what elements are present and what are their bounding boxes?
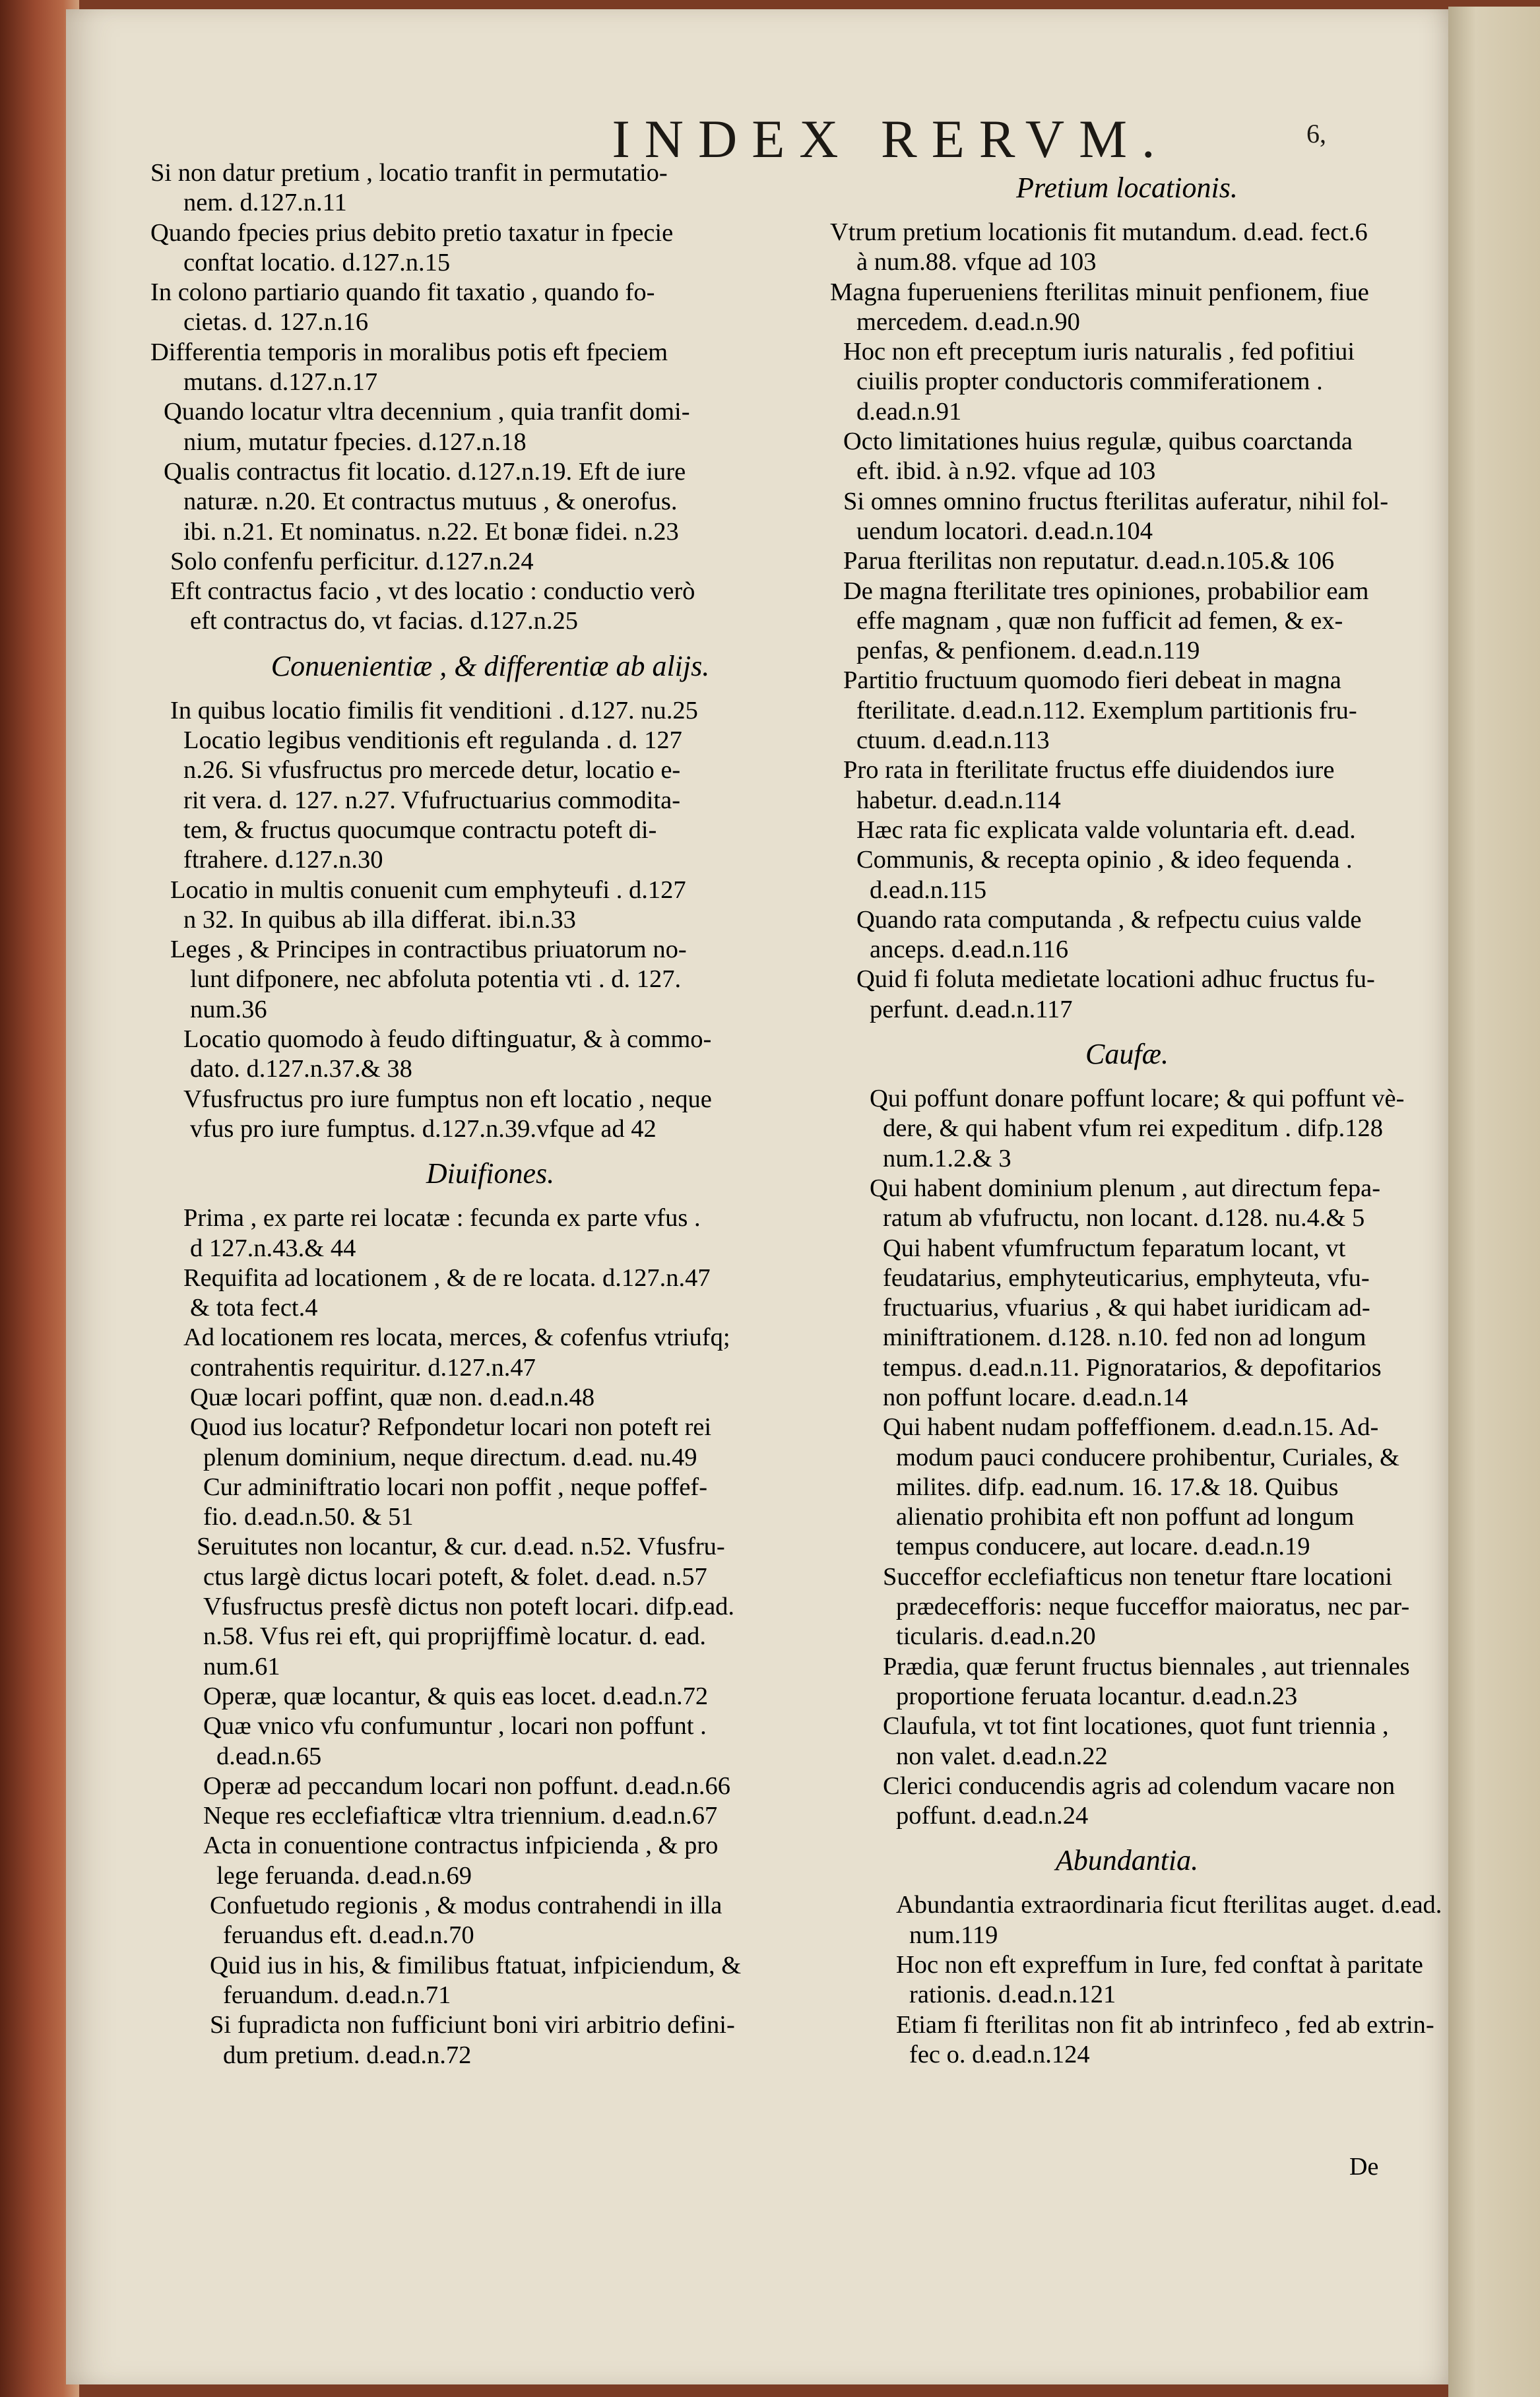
index-entry-line: Qui habent nudam poffeffionem. d.ead.n.15. Ad- xyxy=(883,1413,1379,1442)
index-entry-line: Magna fuperueniens fterilitas minuit penfionem, fiue xyxy=(830,278,1369,306)
index-entry-line: Confuetudo regionis , & modus contrahendi in illa xyxy=(210,1892,722,1920)
index-entry-line: Pro rata in fterilitate fructus effe diuidendos iure xyxy=(843,756,1335,784)
index-entry-line: uendum locatori. d.ead.n.104 xyxy=(856,517,1153,545)
index-entry-line: Eft contractus facio , vt des locatio : conductio verò xyxy=(170,577,695,606)
index-entry-line: vfus pro iure fumptus. d.127.n.39.vfque ad 42 xyxy=(190,1114,657,1143)
index-entry-line: ftrahere. d.127.n.30 xyxy=(183,846,383,874)
index-entry-line: & tota fect.4 xyxy=(190,1294,318,1322)
index-entry-line: Vtrum pretium locationis fit mutandum. d.ead. fect.6 xyxy=(830,218,1368,246)
index-entry-line: ratum ab vfufructu, non locant. d.128. nu.4.& 5 xyxy=(883,1204,1365,1232)
index-entry-line: rit vera. d. 127. n.27. Vfufructuarius commodita- xyxy=(183,786,681,814)
index-entry-line: nem. d.127.n.11 xyxy=(183,189,347,217)
section-heading: Abundantia. xyxy=(1055,1844,1199,1877)
index-entry-line: Ad locationem res locata, merces, & cofenfus vtriufq; xyxy=(183,1324,730,1352)
index-entry-line: In colono partiario quando fit taxatio , quando fo- xyxy=(150,278,655,307)
index-entry-line: fterilitate. d.ead.n.112. Exemplum partitionis fru- xyxy=(856,696,1357,724)
index-entry-line: conftat locatio. d.127.n.15 xyxy=(183,248,451,276)
index-entry-line: cietas. d. 127.n.16 xyxy=(183,308,369,336)
index-entry-line: In quibus locatio fimilis fit venditioni . d.127. nu.25 xyxy=(170,696,698,724)
index-entry-line: poffunt. d.ead.n.24 xyxy=(896,1802,1089,1830)
index-entry-line: Requifita ad locationem , & de re locata. d.127.n.47 xyxy=(183,1263,711,1292)
index-entry-line: Vfusfructus pro iure fumptus non eft locatio , neque xyxy=(183,1085,712,1113)
index-entry-line: Abundantia extraordinaria ficut fterilitas auget. d.ead. xyxy=(896,1891,1442,1919)
running-header: INDEX RERVM. xyxy=(612,109,1170,169)
index-entry-line: Octo limitationes huius regulæ, quibus coarctanda xyxy=(843,428,1353,456)
index-entry-line: ticularis. d.ead.n.20 xyxy=(896,1622,1096,1651)
index-entry-line: Quando rata computanda , & refpectu cuius valde xyxy=(856,905,1362,934)
index-entry-line: nium, mutatur fpecies. d.127.n.18 xyxy=(183,428,527,456)
index-entry-line: d.ead.n.115 xyxy=(870,876,987,904)
index-entry-line: alienatio prohibita eft non poffunt ad longum xyxy=(896,1503,1355,1531)
index-entry-line: num.1.2.& 3 xyxy=(883,1144,1011,1172)
section-heading: Diuifiones. xyxy=(426,1157,555,1190)
index-entry-line: tempus. d.ead.n.11. Pignoratarios, & depofitarios xyxy=(883,1353,1382,1382)
index-entry-line: prædecefforis: neque fucceffor maioratus, nec par- xyxy=(896,1593,1410,1621)
index-entry-line: Quando fpecies prius debito pretio taxatur in fpecie xyxy=(150,218,674,247)
index-entry-line: habetur. d.ead.n.114 xyxy=(856,786,1061,814)
index-entry-line: Seruitutes non locantur, & cur. d.ead. n.52. Vfusfru- xyxy=(197,1533,725,1561)
index-entry-line: non poffunt locare. d.ead.n.14 xyxy=(883,1383,1188,1411)
index-entry-line: Cur adminiftratio locari non poffit , neque poffef- xyxy=(203,1473,708,1501)
index-entry-line: Quod ius locatur? Refpondetur locari non poteft rei xyxy=(190,1413,712,1442)
index-entry-line: dato. d.127.n.37.& 38 xyxy=(190,1055,412,1083)
index-entry-line: Etiam fi fterilitas non fit ab intrinfeco , fed ab extrin- xyxy=(896,2010,1434,2039)
index-entry-line: dere, & qui habent vfum rei expeditum . difp.128 xyxy=(883,1114,1384,1143)
index-entry-line: milites. difp. ead.num. 16. 17.& 18. Quibus xyxy=(896,1473,1339,1501)
index-entry-line: Clerici conducendis agris ad colendum vacare non xyxy=(883,1772,1396,1800)
index-entry-line: Qui habent vfumfructum feparatum locant, vt xyxy=(883,1234,1346,1262)
index-entry-line: Locatio quomodo à feudo diftinguatur, & à commo- xyxy=(183,1025,712,1054)
index-entry-line: non valet. d.ead.n.22 xyxy=(896,1742,1108,1770)
index-entry-line: eft contractus do, vt facias. d.127.n.25 xyxy=(190,607,579,635)
index-entry-line: Acta in conuentione contractus infpicienda , & pro xyxy=(203,1832,719,1860)
index-entry-line: rationis. d.ead.n.121 xyxy=(909,1981,1116,2009)
index-entry-line: Qui habent dominium plenum , aut directum fepa- xyxy=(870,1174,1381,1202)
index-entry-line: Prædia, quæ ferunt fructus biennales , aut triennales xyxy=(883,1652,1410,1680)
index-entry-line: Operæ ad peccandum locari non poffunt. d.ead.n.66 xyxy=(203,1772,730,1800)
index-entry-line: ctus largè dictus locari poteft, & folet. d.ead. n.57 xyxy=(203,1562,707,1591)
index-entry-line: Neque res ecclefiafticæ vltra triennium. d.ead.n.67 xyxy=(203,1802,718,1830)
index-entry-line: effe magnam , quæ non fufficit ad femen, & ex- xyxy=(856,606,1343,635)
index-entry-line: tempus conducere, aut locare. d.ead.n.19 xyxy=(896,1533,1310,1561)
index-entry-line: feruandum. d.ead.n.71 xyxy=(223,1981,451,2009)
index-entry-line: mercedem. d.ead.n.90 xyxy=(856,307,1080,336)
next-page-edge xyxy=(1448,7,1540,2397)
index-entry-line: tem, & fructus quocumque contractu poteft di- xyxy=(183,815,657,844)
index-entry-line: Quid ius in his, & fimilibus ftatuat, infpiciendum, & xyxy=(210,1951,742,1979)
index-entry-line: n 32. In quibus ab illa differat. ibi.n.33 xyxy=(183,905,576,934)
section-heading: Caufæ. xyxy=(1085,1038,1169,1071)
index-entry-line: Qualis contractus fit locatio. d.127.n.19. Eft de iure xyxy=(164,457,686,486)
index-entry-line: ciuilis propter conductoris commiferationem . xyxy=(856,368,1323,396)
index-entry-line: Vfusfructus presfè dictus non poteft locari. difp.ead. xyxy=(203,1593,735,1621)
index-entry-line: num.61 xyxy=(203,1652,280,1680)
index-entry-line: Partitio fructuum quomodo fieri debeat in magna xyxy=(843,666,1341,695)
index-entry-line: n.58. Vfus rei eft, qui proprijffimè locatur. d. ead. xyxy=(203,1622,706,1651)
index-entry-line: feruandus eft. d.ead.n.70 xyxy=(223,1921,474,1950)
index-entry-line: lege feruanda. d.ead.n.69 xyxy=(216,1861,472,1890)
index-entry-line: Quando locatur vltra decennium , quia tranfit domi- xyxy=(164,398,690,426)
index-entry-line: ctuum. d.ead.n.113 xyxy=(856,726,1050,755)
section-heading: Pretium locationis. xyxy=(1016,172,1238,204)
index-entry-line: naturæ. n.20. Et contractus mutuus , & onerofus. xyxy=(183,488,678,516)
index-entry-line: plenum dominium, neque directum. d.ead. nu.49 xyxy=(203,1443,697,1471)
index-entry-line: fec o. d.ead.n.124 xyxy=(909,2040,1090,2068)
index-entry-line: Si omnes omnino fructus fterilitas auferatur, nihil fol- xyxy=(843,487,1389,515)
index-entry-line: Si non datur pretium , locatio tranfit in permutatio- xyxy=(150,159,668,187)
section-heading: Conuenientiæ , & differentiæ ab alijs. xyxy=(271,649,710,682)
index-entry-line: ibi. n.21. Et nominatus. n.22. Et bonæ fidei. n.23 xyxy=(183,517,679,546)
index-entry-line: eft. ibid. à n.92. vfque ad 103 xyxy=(856,457,1156,486)
index-entry-line: fio. d.ead.n.50. & 51 xyxy=(203,1503,414,1531)
index-entry-line: Quid fi foluta medietate locationi adhuc fructus fu- xyxy=(856,965,1375,994)
index-entry-line: perfunt. d.ead.n.117 xyxy=(870,995,1073,1023)
index-entry-line: n.26. Si vfusfructus pro mercede detur, locatio e- xyxy=(183,756,681,784)
index-entry-line: d.ead.n.65 xyxy=(216,1742,322,1770)
index-entry-line: Succeffor ecclefiafticus non tenetur ftare locationi xyxy=(883,1562,1393,1591)
index-entry-line: De magna fterilitate tres opiniones, probabilior eam xyxy=(843,577,1369,605)
index-entry-line: Parua fterilitas non reputatur. d.ead.n.105.& 106 xyxy=(843,547,1335,575)
index-entry-line: fructuarius, vfuarius , & qui habet iuridicam ad- xyxy=(883,1294,1370,1322)
index-entry-line: Communis, & recepta opinio , & ideo fequenda . xyxy=(856,846,1353,874)
index-entry-line: num.119 xyxy=(909,1921,998,1949)
index-entry-line: Si fupradicta non fufficiunt boni viri arbitrio defini- xyxy=(210,2011,735,2039)
index-entry-line: à num.88. vfque ad 103 xyxy=(856,248,1097,276)
index-entry-line: Qui poffunt donare poffunt locare; & qui poffunt vè- xyxy=(870,1085,1405,1113)
index-entry-line: lunt difponere, nec abfoluta potentia vti . d. 127. xyxy=(190,965,682,994)
index-entry-line: Quæ vnico vfu confumuntur , locari non poffunt . xyxy=(203,1712,707,1741)
index-entry-line: d 127.n.43.& 44 xyxy=(190,1234,356,1262)
index-entry-line: Hoc non eft expreffum in Iure, fed conftat à paritate xyxy=(896,1951,1423,1979)
index-entry-line: dum pretium. d.ead.n.72 xyxy=(223,2041,472,2069)
index-entry-line: Hoc non eft preceptum iuris naturalis , fed pofitiui xyxy=(843,338,1355,366)
index-entry-line: Operæ, quæ locantur, & quis eas locet. d.ead.n.72 xyxy=(203,1682,709,1710)
index-entry-line: miniftrationem. d.128. n.10. fed non ad longum xyxy=(883,1324,1366,1352)
index-entry-line: Locatio legibus venditionis eft regulanda . d. 127 xyxy=(183,726,682,755)
index-entry-line: feudatarius, emphyteuticarius, emphyteuta, vfu- xyxy=(883,1263,1370,1292)
index-entry-line: d.ead.n.91 xyxy=(856,397,962,426)
index-entry-line: Differentia temporis in moralibus potis eft fpeciem xyxy=(150,338,668,366)
index-entry-line: num.36 xyxy=(190,995,267,1023)
catchword: De xyxy=(1349,2153,1379,2181)
index-entry-line: anceps. d.ead.n.116 xyxy=(870,936,1069,964)
index-entry-line: Leges , & Principes in contractibus priuatorum no- xyxy=(170,936,687,964)
index-entry-line: modum pauci conducere prohibentur, Curiales, & xyxy=(896,1443,1399,1471)
index-entry-line: Locatio in multis conuenit cum emphyteufi . d.127 xyxy=(170,876,686,904)
index-entry-line: mutans. d.127.n.17 xyxy=(183,368,378,397)
index-entry-line: penfas, & penfionem. d.ead.n.119 xyxy=(856,637,1200,665)
index-entry-line: Claufula, vt tot fint locationes, quot funt triennia , xyxy=(883,1712,1389,1741)
index-entry-line: Quæ locari poffint, quæ non. d.ead.n.48 xyxy=(190,1383,595,1411)
index-entry-line: contrahentis requiritur. d.127.n.47 xyxy=(190,1353,536,1382)
index-left-column xyxy=(150,158,830,2070)
index-entry-line: proportione feruata locantur. d.ead.n.23 xyxy=(896,1682,1298,1710)
index-entry-line: Prima , ex parte rei locatæ : fecunda ex parte vfus . xyxy=(183,1204,701,1232)
index-right-column xyxy=(830,158,1442,2070)
index-entry-line: Solo confenfu perficitur. d.127.n.24 xyxy=(170,547,534,575)
folio-number: 6, xyxy=(1306,119,1326,148)
index-entry-line: Hæc rata fic explicata valde voluntaria eft. d.ead. xyxy=(856,815,1356,844)
